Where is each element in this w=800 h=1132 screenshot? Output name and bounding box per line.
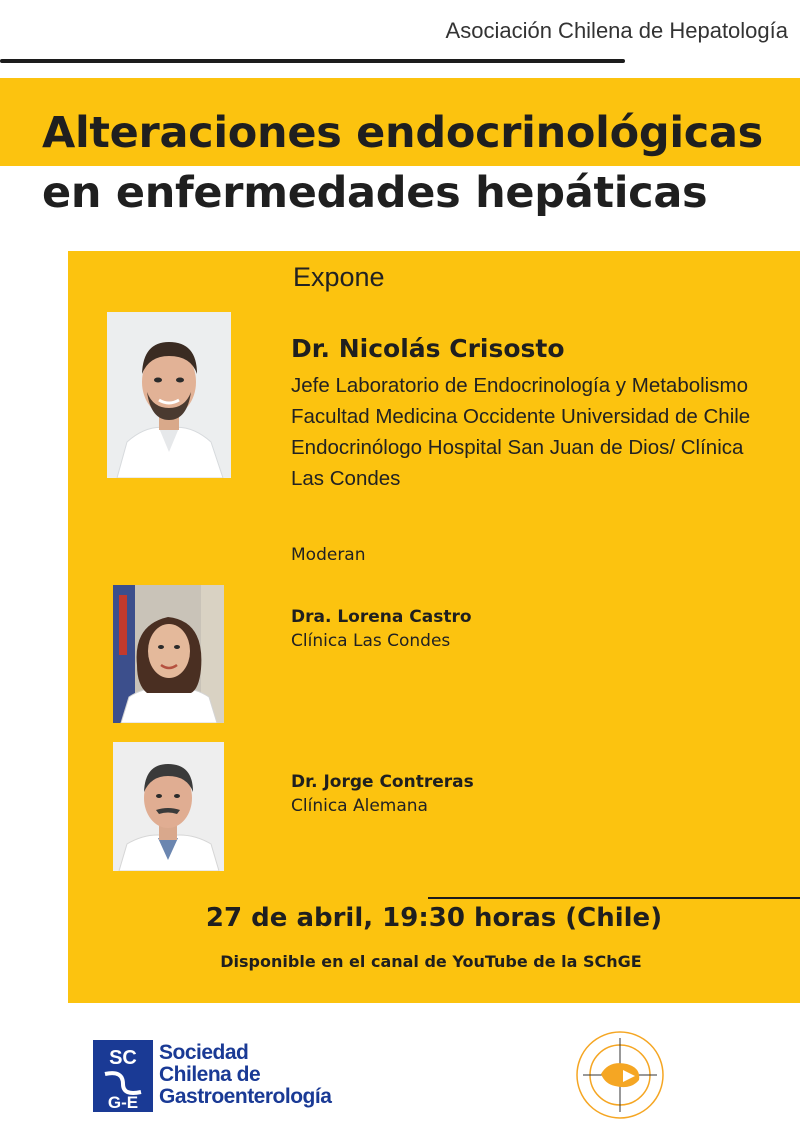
schge-logo bbox=[93, 1036, 353, 1116]
svg-text:G-E: G-E bbox=[107, 1093, 139, 1112]
schge-logo-mark bbox=[93, 1040, 153, 1112]
speaker-role-line: Facultad Medicina Occidente Universidad de Chile bbox=[291, 405, 751, 428]
speaker-role-line: Las Condes bbox=[291, 467, 401, 490]
moderators-label: Moderan bbox=[291, 545, 366, 565]
speaker-role-line: Jefe Laboratorio de Endocrinología y Metabolismo bbox=[291, 374, 748, 397]
speaker-role-line: Endocrinólogo Hospital San Juan de Dios/ Clínica bbox=[291, 436, 744, 459]
hepatology-seal-logo bbox=[575, 1030, 665, 1120]
speaker-photo bbox=[107, 312, 231, 478]
header-divider bbox=[0, 59, 625, 63]
speaker-section-label: Expone bbox=[293, 262, 385, 292]
moderator-photo bbox=[113, 585, 224, 723]
organization-name: Asociación Chilena de Hepatología bbox=[445, 18, 788, 43]
moderator-name: Dra. Lorena Castro bbox=[291, 607, 472, 627]
event-datetime: 27 de abril, 19:30 horas (Chile) bbox=[205, 903, 663, 933]
moderator-name: Dr. Jorge Contreras bbox=[291, 772, 474, 792]
schge-logo-text-line: Sociedad bbox=[159, 1041, 249, 1064]
event-availability: Disponible en el canal de YouTube de la SChGE bbox=[220, 952, 642, 971]
schge-logo-text-line: Chilena de bbox=[159, 1063, 261, 1086]
schge-logo-text-line: Gastroenterología bbox=[159, 1085, 332, 1108]
date-divider bbox=[428, 897, 800, 899]
title-line-1: Alteraciones endocrinológicas bbox=[42, 108, 763, 158]
moderator-photo bbox=[113, 742, 224, 871]
schge-logo-text bbox=[159, 1042, 331, 1108]
title-line-2: en enfermedades hepáticas bbox=[42, 168, 708, 218]
moderator-affiliation: Clínica Alemana bbox=[291, 796, 428, 816]
moderator-affiliation: Clínica Las Condes bbox=[291, 631, 451, 651]
svg-text:SC: SC bbox=[109, 1047, 137, 1069]
speaker-name: Dr. Nicolás Crisosto bbox=[291, 334, 565, 363]
